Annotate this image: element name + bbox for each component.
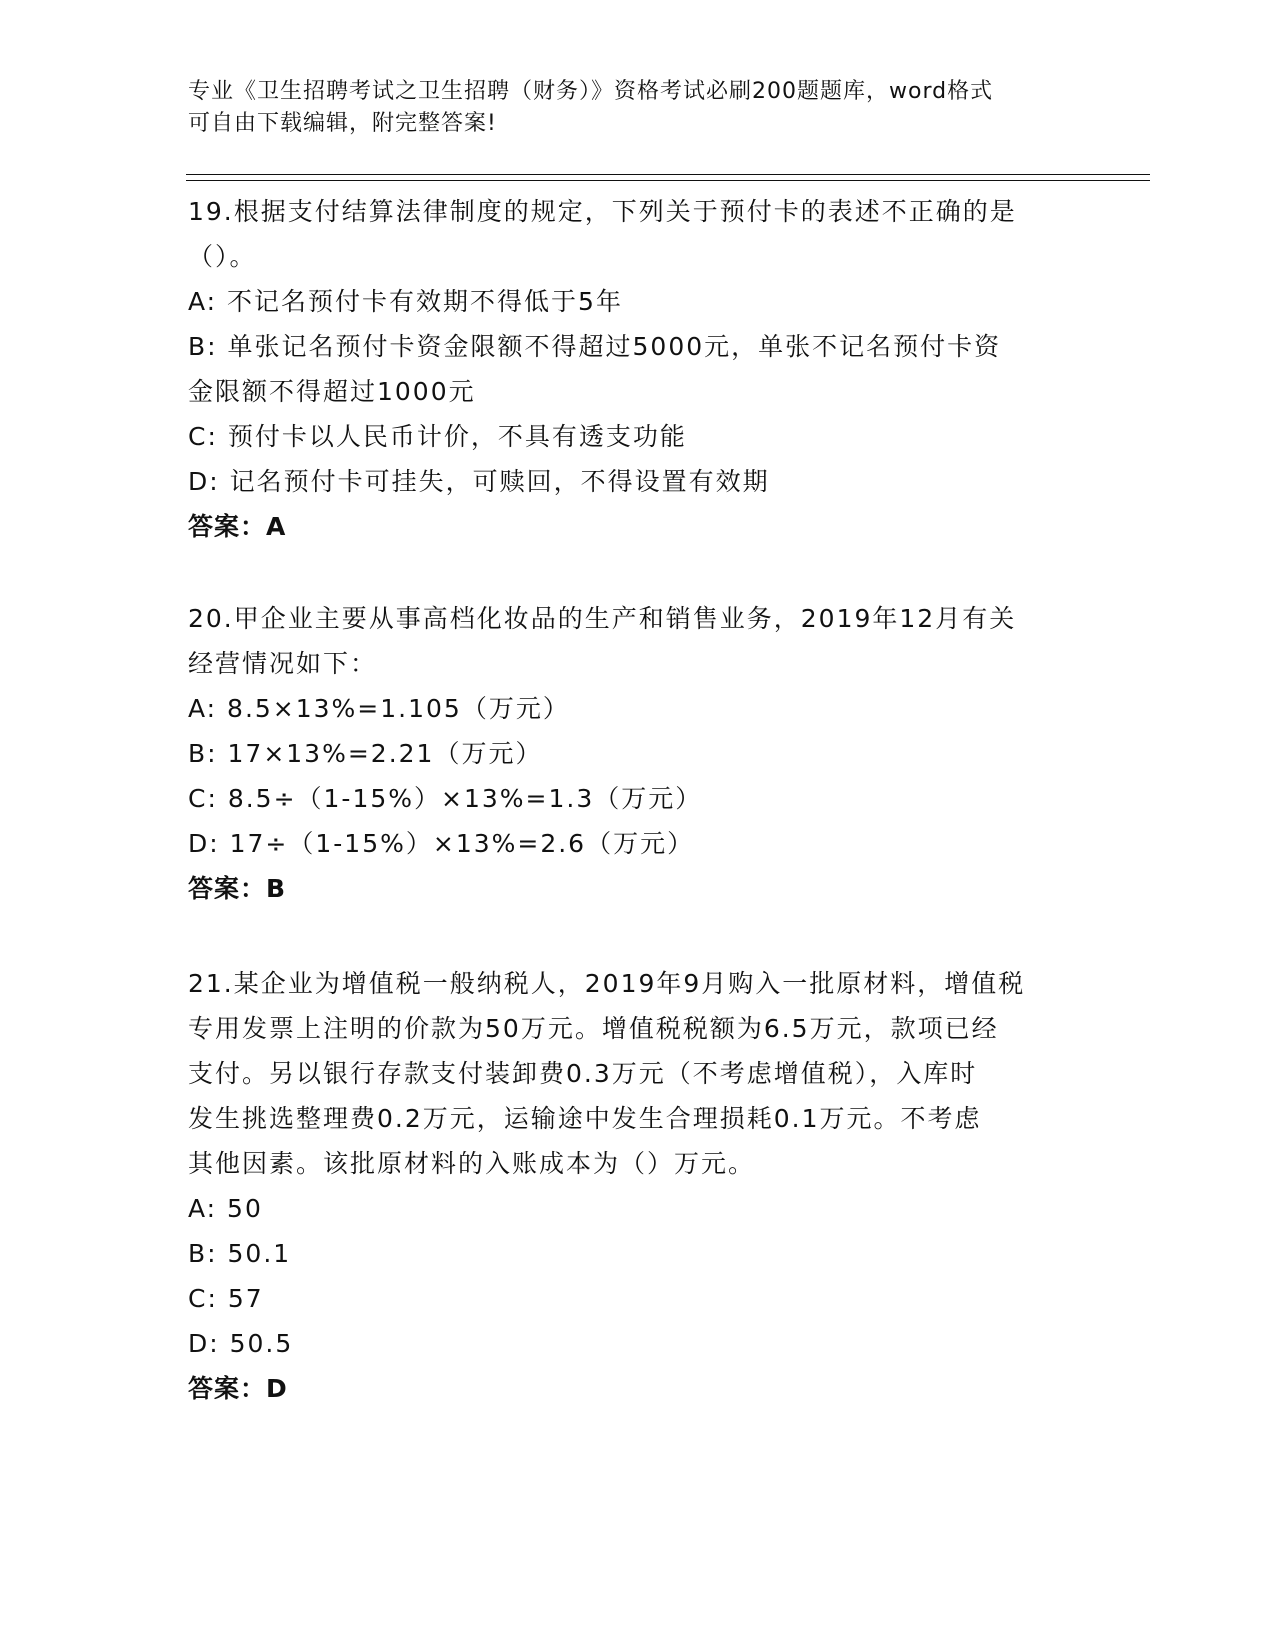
question-stem-line: 发生挑选整理费0.2万元，运输途中发生合理损耗0.1万元。不考虑 bbox=[188, 1104, 982, 1133]
question-stem-line: 支付。另以银行存款支付装卸费0.3万元（不考虑增值税），入库时 bbox=[188, 1059, 978, 1088]
question-stem-line: （）。 bbox=[188, 242, 257, 271]
question-stem-line: 19.根据支付结算法律制度的规定，下列关于预付卡的表述不正确的是 bbox=[188, 197, 1017, 226]
option-c: C: 8.5÷（1-15%）×13%=1.3（万元） bbox=[188, 784, 703, 813]
question-stem-line: 20.甲企业主要从事高档化妆品的生产和销售业务，2019年12月有关 bbox=[188, 604, 1017, 633]
option-d: D: 50.5 bbox=[188, 1329, 294, 1358]
option-b-continued: 金限额不得超过1000元 bbox=[188, 377, 476, 406]
option-b: B: 单张记名预付卡资金限额不得超过5000元，单张不记名预付卡资 bbox=[188, 332, 1002, 361]
option-d: D: 记名预付卡可挂失，可赎回，不得设置有效期 bbox=[188, 467, 770, 496]
option-b: B: 50.1 bbox=[188, 1239, 292, 1268]
header-line-2: 可自由下载编辑，附完整答案! bbox=[188, 111, 497, 136]
header-line-1: 专业《卫生招聘考试之卫生招聘（财务）》资格考试必刷200题题库，word格式 bbox=[188, 79, 994, 104]
question-stem-line: 经营情况如下： bbox=[188, 649, 378, 678]
header-divider-bottom bbox=[186, 180, 1150, 181]
option-b: B: 17×13%=2.21（万元） bbox=[188, 739, 543, 768]
option-a: A: 8.5×13%=1.105（万元） bbox=[188, 694, 570, 723]
option-d: D: 17÷（1-15%）×13%=2.6（万元） bbox=[188, 829, 695, 858]
option-c: C: 57 bbox=[188, 1284, 264, 1313]
answer-line: 答案：D bbox=[188, 1374, 288, 1403]
question-21 bbox=[188, 961, 1088, 1411]
question-stem-line: 21.某企业为增值税一般纳税人，2019年9月购入一批原材料，增值税 bbox=[188, 969, 1026, 998]
question-stem-line: 专用发票上注明的价款为50万元。增值税税额为6.5万元，款项已经 bbox=[188, 1014, 999, 1043]
answer-line: 答案：B bbox=[188, 874, 287, 903]
document-header bbox=[188, 76, 1088, 140]
question-19 bbox=[188, 189, 1088, 549]
answer-line: 答案：A bbox=[188, 512, 287, 541]
option-a: A: 50 bbox=[188, 1194, 263, 1223]
option-a: A: 不记名预付卡有效期不得低于5年 bbox=[188, 287, 623, 316]
question-stem-line: 其他因素。该批原材料的入账成本为（）万元。 bbox=[188, 1149, 756, 1178]
question-20 bbox=[188, 596, 1088, 911]
option-c: C: 预付卡以人民币计价，不具有透支功能 bbox=[188, 422, 687, 451]
header-divider-top bbox=[186, 174, 1150, 175]
